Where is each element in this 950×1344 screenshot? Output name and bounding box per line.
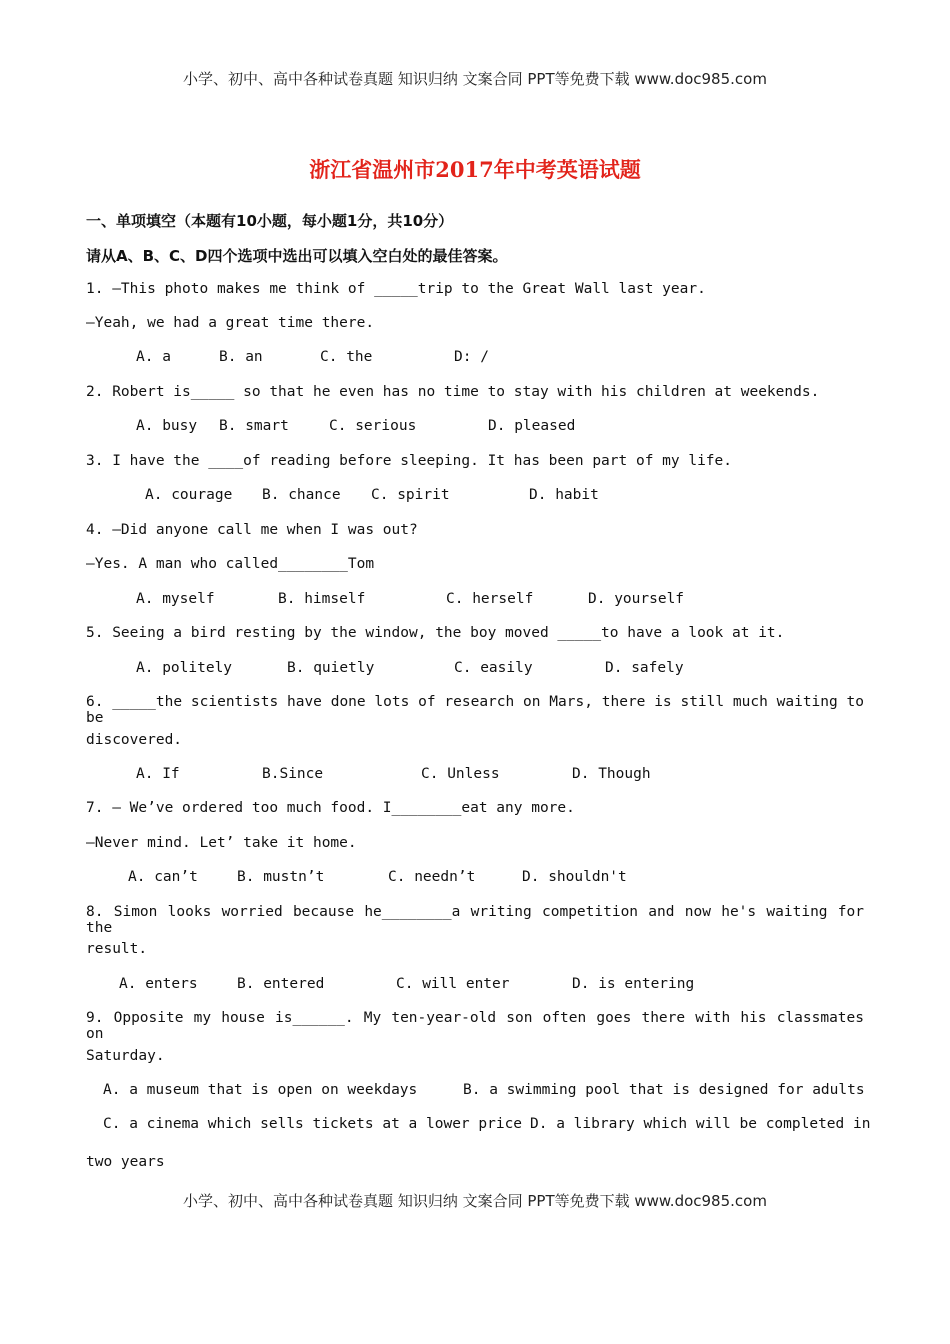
option-c[interactable]: C. spirit [371, 487, 450, 503]
option-a[interactable]: A. If [136, 766, 180, 782]
question-9-options-row1 [0, 1082, 950, 1102]
question-9-stem-cont: Saturday. [86, 1048, 165, 1064]
option-c[interactable]: C. will enter [396, 976, 510, 992]
option-a[interactable]: A. can’t [128, 869, 198, 885]
option-c[interactable]: C. easily [454, 660, 533, 676]
option-b[interactable]: B. a swimming pool that is designed for adults [463, 1082, 865, 1098]
option-b[interactable]: B. entered [237, 976, 325, 992]
question-1-options [0, 349, 950, 369]
question-2-options [0, 418, 950, 438]
page-header: 小学、初中、高中各种试卷真题 知识归纳 文案合同 PPT等免费下载 www.doc985.com [183, 70, 767, 88]
question-7-reply: —Never mind. Let’ take it home. [86, 835, 357, 851]
option-a[interactable]: A. myself [136, 591, 215, 607]
question-1-reply: —Yeah, we had a great time there. [86, 315, 375, 331]
question-2-stem: 2. Robert is_____ so that he even has no time to stay with his children at weekends. [86, 384, 820, 400]
option-c[interactable]: C. herself [446, 591, 534, 607]
question-7-options [0, 869, 950, 889]
option-a[interactable]: A. a [136, 349, 171, 365]
question-6-options [0, 766, 950, 786]
question-6-stem: 6. _____the scientists have done lots of research on Mars, there is still much waiting to be [86, 694, 864, 726]
option-a[interactable]: A. busy [136, 418, 198, 434]
question-8-stem-cont: result. [86, 941, 148, 957]
question-4-reply: —Yes. A man who called________Tom [86, 556, 375, 572]
question-5-options [0, 660, 950, 680]
option-d-cont[interactable]: two years [86, 1154, 165, 1170]
option-d[interactable]: D. is entering [572, 976, 695, 992]
instruction: 请从A、B、C、D四个选项中选出可以填入空白处的最佳答案。 [86, 247, 508, 265]
option-c[interactable]: C. Unless [421, 766, 500, 782]
question-5-stem: 5. Seeing a bird resting by the window, the boy moved _____to have a look at it. [86, 625, 785, 641]
question-4-stem: 4. —Did anyone call me when I was out? [86, 522, 418, 538]
question-9-stem: 9. Opposite my house is______. My ten-year-old son often goes there with his classmates on [86, 1010, 864, 1042]
option-b[interactable]: B. an [219, 349, 263, 365]
page-title: 浙江省温州市2017年中考英语试题 [309, 157, 641, 182]
question-8-stem: 8. Simon looks worried because he________a writing competition and now he's waiting for the [86, 904, 864, 936]
section-heading: 一、单项填空（本题有10小题，每小题1分，共10分） [86, 212, 454, 230]
option-d[interactable]: D. yourself [588, 591, 685, 607]
option-a[interactable]: A. politely [136, 660, 233, 676]
option-b[interactable]: B. smart [219, 418, 289, 434]
question-7-stem: 7. — We’ve ordered too much food. I________eat any more. [86, 800, 575, 816]
option-c[interactable]: C. a cinema which sells tickets at a lower price [103, 1116, 523, 1132]
option-d[interactable]: D: / [454, 349, 489, 365]
option-c[interactable]: C. the [320, 349, 373, 365]
option-a[interactable]: A. enters [119, 976, 198, 992]
option-b[interactable]: B. quietly [287, 660, 375, 676]
question-6-stem-cont: discovered. [86, 732, 183, 748]
question-1-stem: 1. —This photo makes me think of _____trip to the Great Wall last year. [86, 281, 706, 297]
question-3-stem: 3. I have the ____of reading before sleeping. It has been part of my life. [86, 453, 733, 469]
option-d[interactable]: D. a library which will be completed in [530, 1116, 871, 1132]
option-d[interactable]: D. pleased [488, 418, 576, 434]
option-b[interactable]: B. himself [278, 591, 366, 607]
option-d[interactable]: D. shouldn't [522, 869, 627, 885]
option-a[interactable]: A. courage [145, 487, 233, 503]
question-8-options [0, 976, 950, 996]
option-c[interactable]: C. needn’t [388, 869, 476, 885]
page-footer: 小学、初中、高中各种试卷真题 知识归纳 文案合同 PPT等免费下载 www.doc985.com [183, 1192, 767, 1210]
option-a[interactable]: A. a museum that is open on weekdays [103, 1082, 418, 1098]
option-b[interactable]: B. mustn’t [237, 869, 325, 885]
question-3-options [0, 487, 950, 507]
option-d[interactable]: D. habit [529, 487, 599, 503]
question-9-options-row2 [0, 1116, 950, 1136]
option-d[interactable]: D. safely [605, 660, 684, 676]
option-b[interactable]: B. chance [262, 487, 341, 503]
option-c[interactable]: C. serious [329, 418, 417, 434]
question-4-options [0, 591, 950, 611]
option-b[interactable]: B.Since [262, 766, 324, 782]
option-d[interactable]: D. Though [572, 766, 651, 782]
